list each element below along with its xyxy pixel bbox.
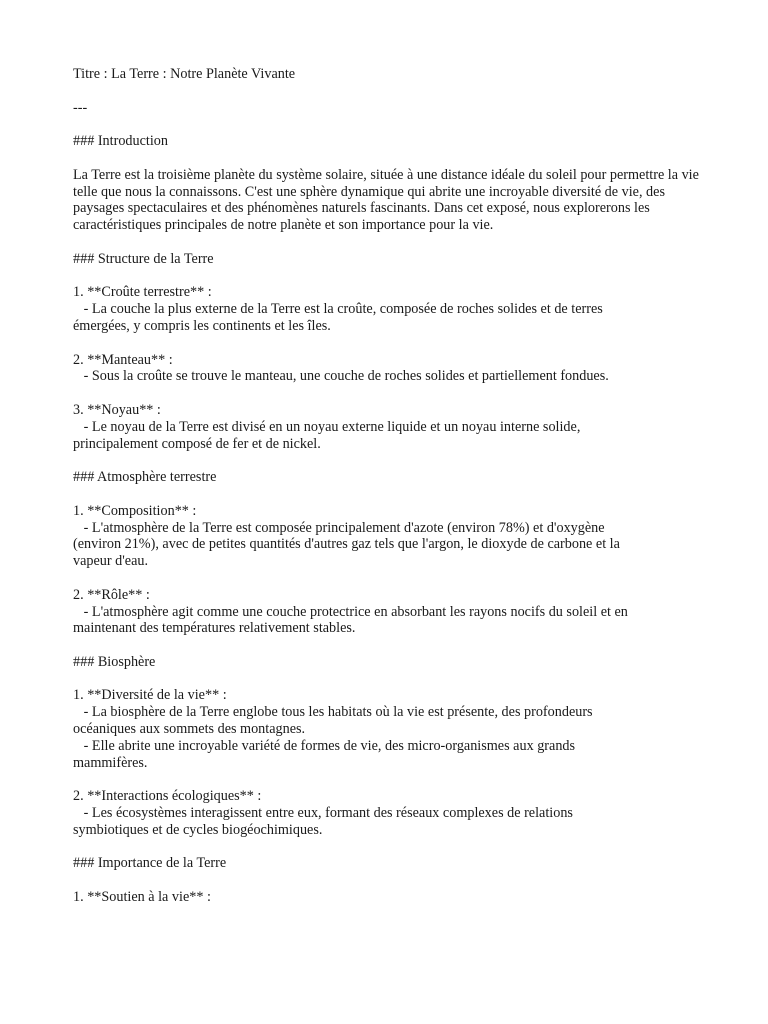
structure-heading-text: ### Structure de la Terre — [73, 250, 214, 267]
list-item-line: principalement composé de fer et de nickel. — [73, 435, 321, 452]
list-item-label: 1. **Composition** : — [73, 502, 197, 519]
list-item-line: - L'atmosphère de la Terre est composée principalement d'azote (environ 78%) et d'oxygène — [73, 519, 605, 536]
document-title — [73, 66, 708, 83]
list-item-label: 1. **Soutien à la vie** : — [73, 889, 211, 906]
structure-heading — [73, 251, 708, 268]
list-item-label: 1. **Diversité de la vie** : — [73, 687, 227, 704]
biosphere-heading — [73, 654, 708, 671]
list-item — [73, 284, 708, 334]
importance-heading-text: ### Importance de la Terre — [73, 855, 227, 872]
list-item-line: - Sous la croûte se trouve le manteau, une couche de roches solides et partiellement fondues. — [73, 368, 609, 385]
list-item-label: 2. **Rôle** : — [73, 586, 150, 603]
list-item-label: 1. **Croûte terrestre** : — [73, 284, 212, 301]
list-item-line: - L'atmosphère agit comme une couche protectrice en absorbant les rayons nocifs du soleil et en — [73, 603, 628, 620]
list-item — [73, 889, 708, 906]
intro-paragraph: La Terre est la troisième planète du système solaire, située à une distance idéale du soleil pour permettre la vie telle que nous la connaissons. C'est une sphère dynamique qui abrite une incroyable diversité de vie, des paysages spectaculaires et des phénomènes naturels fascinants. Dans cet exposé, nous explorerons les caractéristiques principales de notre planète et son importance pour la vie. — [73, 166, 699, 234]
biosphere-heading-text: ### Biosphère — [73, 653, 156, 670]
list-item-line: vapeur d'eau. — [73, 553, 149, 570]
list-item — [73, 352, 708, 386]
atmosphere-heading — [73, 469, 708, 486]
list-item-label: 2. **Manteau** : — [73, 351, 173, 368]
list-item-line: océaniques aux sommets des montagnes. — [73, 721, 306, 738]
list-item-line: symbiotiques et de cycles biogéochimiques. — [73, 821, 323, 838]
intro-heading-text: ### Introduction — [73, 133, 168, 150]
atmosphere-heading-text: ### Atmosphère terrestre — [73, 469, 217, 486]
separator — [73, 100, 708, 117]
list-item-line: - Elle abrite une incroyable variété de formes de vie, des micro-organismes aux grands — [73, 737, 576, 754]
list-item-line: (environ 21%), avec de petites quantités d'autres gaz tels que l'argon, le dioxyde de carbone et la — [73, 536, 620, 553]
title-line: Titre : La Terre : Notre Planète Vivante — [73, 66, 296, 82]
list-item-label: 2. **Interactions écologiques** : — [73, 788, 262, 805]
list-item — [73, 503, 708, 570]
importance-heading — [73, 855, 708, 872]
list-item — [73, 402, 708, 452]
list-item — [73, 687, 708, 771]
intro-heading — [73, 133, 708, 150]
list-item-line: - La biosphère de la Terre englobe tous les habitats où la vie est présente, des profondeurs — [73, 704, 593, 721]
list-item-line: maintenant des températures relativement stables. — [73, 620, 356, 637]
list-item-line: mammifères. — [73, 754, 148, 771]
list-item-line: - La couche la plus externe de la Terre est la croûte, composée de roches solides et de terres — [73, 301, 603, 318]
list-item — [73, 587, 708, 637]
list-item-line: - Le noyau de la Terre est divisé en un noyau externe liquide et un noyau interne solide, — [73, 418, 581, 435]
list-item-label: 3. **Noyau** : — [73, 401, 161, 418]
list-item-line: - Les écosystèmes interagissent entre eux, formant des réseaux complexes de relations — [73, 805, 573, 822]
list-item — [73, 788, 708, 838]
separator-text: --- — [73, 99, 88, 116]
list-item-line: émergées, y compris les continents et les îles. — [73, 317, 331, 334]
